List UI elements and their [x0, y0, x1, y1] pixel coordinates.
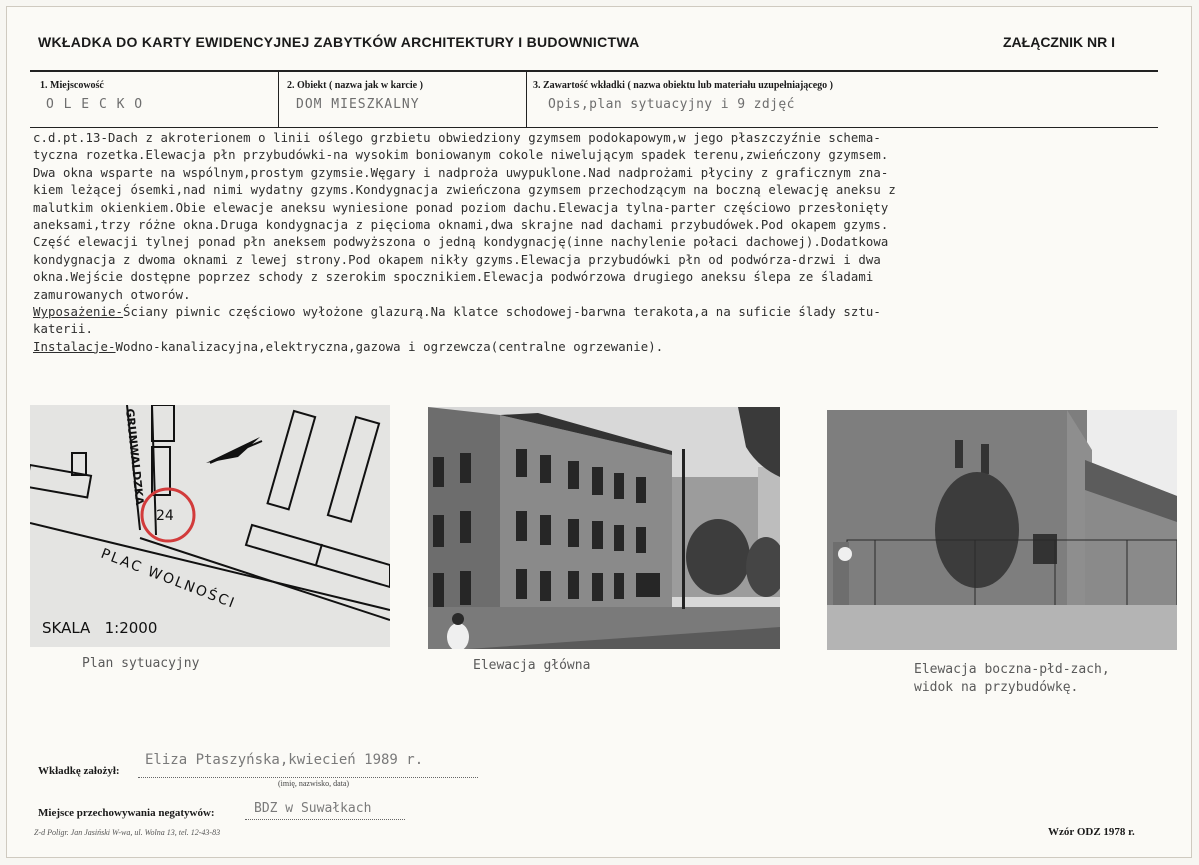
map-square-label: PLAC WOLNOŚCI [98, 545, 238, 613]
header-rule-top [30, 70, 1158, 72]
author-label: Wkładkę założył: [38, 765, 120, 777]
field-value-object: DOM MIESZKALNY [296, 97, 420, 112]
description-line: Część elewacji tylnej ponad płn aneksem podwyższona o jedną kondygnację(inne nachylenie połaci dachowej).Dodatkowa [33, 235, 889, 250]
negatives-label: Miejsce przechowywania negatywów: [38, 807, 215, 819]
map-scale: SKALA 1:2000 [42, 619, 158, 637]
equipment-text: Ściany piwnic częściowo wyłożone glazurą.Na klatce schodowej-barwna terakota,a na suficie ślady sztu- [123, 305, 881, 320]
form-title: WKŁADKA DO KARTY EWIDENCYJNEJ ZABYTKÓW ARCHITEKTURY I BUDOWNICTWA [38, 34, 640, 50]
description-line: c.d.pt.13-Dach z akroterionem o linii oślego grzbietu obwiedziony gzymsem podokapowym,w jego płaszczyźnie schema- [33, 131, 881, 145]
field-value-contents: Opis,plan sytuacyjny i 9 zdjęć [548, 97, 795, 112]
description-line: kondygnacja z dwoma oknami z lewej strony.Pod okapem nikły gzyms.Elewacja przybudówki płn od podwórza-drzwi i dwa [33, 252, 881, 267]
caption-side-line-1: Elewacja boczna-płd-zach, [914, 662, 1110, 677]
author-dots [138, 776, 478, 778]
header-rule-bottom [30, 127, 1158, 128]
description-line: malutkim okienkiem.Obie elewacje aneksu wyniesione ponad poziom dachu.Elewacja tylna-parter częściowo przesłonięty [33, 200, 889, 215]
equipment-line [33, 304, 1183, 321]
description-line: kiem leżącej ósemki,nad nimi wydatny gzyms.Kondygnacja zwieńczona gzymsem przechodzącym na boczną elewację aneksu z [33, 183, 896, 198]
installations-label: Instalacje- [33, 339, 116, 354]
description-line: zamurowanych otworów. [33, 287, 191, 302]
equipment-label: Wyposażenie- [33, 305, 124, 320]
caption-side-elevation [914, 661, 1110, 697]
field-label-locality: 1. Miejscowość [40, 80, 104, 91]
field-label-object: 2. Obiekt ( nazwa jak w karcie ) [287, 80, 423, 91]
photo-side-elevation [827, 410, 1177, 650]
form-version: Wzór ODZ 1978 r. [1048, 826, 1135, 838]
author-value: Eliza Ptaszyńska,kwiecień 1989 r. [145, 752, 424, 768]
description-line: aneksami,trzy różne okna.Druga kondygnacja z pięcioma oknami,dwa skrajne nad dachami przybudówek.Pod okapem gzyms. [33, 218, 889, 233]
caption-site-plan: Plan sytuacyjny [82, 656, 200, 671]
equipment-line-cont: katerii. [33, 322, 94, 337]
caption-side-line-2: widok na przybudówkę. [914, 680, 1079, 695]
field-divider-2 [526, 71, 527, 128]
description-line: Dwa okna wsparte na wspólnym,prostym gzymsie.Węgary i nadproża uwypuklone.Nad nadprożami płyciny z graficznym zna- [33, 165, 889, 180]
photo-main-elevation [428, 407, 780, 649]
description-line: okna.Wejście dostępne poprzez schody z szerokim spocznikiem.Elewacja podwórzowa drugiego aneksu ślepa ze śladami [33, 270, 874, 285]
field-divider-1 [278, 71, 279, 128]
negatives-dots [245, 818, 405, 820]
annex-number: ZAŁĄCZNIK NR I [1003, 34, 1115, 50]
printer-note: Z-d Poligr. Jan Jasiński W-wa, ul. Wolna 13, tel. 12-43-83 [34, 828, 221, 837]
map-building-number: 24 [156, 508, 174, 524]
description-text [33, 130, 1183, 356]
installations-text: Wodno-kanalizacyjna,elektryczna,gazowa i ogrzewcza(centralne ogrzewanie). [115, 339, 664, 354]
caption-main-elevation: Elewacja główna [473, 658, 591, 673]
site-plan-map [30, 405, 390, 647]
field-label-contents: 3. Zawartość wkładki ( nazwa obiektu lub materiału uzupełniającego ) [533, 80, 834, 91]
description-line: tyczna rozetka.Elewacja płn przybudówki-na wysokim boniowanym cokole niwelującym spadek terenu,zwieńczony gzymsem. [33, 148, 889, 163]
field-value-locality: O L E C K O [46, 97, 144, 112]
installations-line [33, 339, 1183, 356]
author-hint: (imię, nazwisko, data) [278, 779, 350, 788]
negatives-value: BDZ w Suwałkach [254, 801, 372, 816]
map-street-grunwaldzka: GRUNWALDZKA [123, 407, 147, 506]
